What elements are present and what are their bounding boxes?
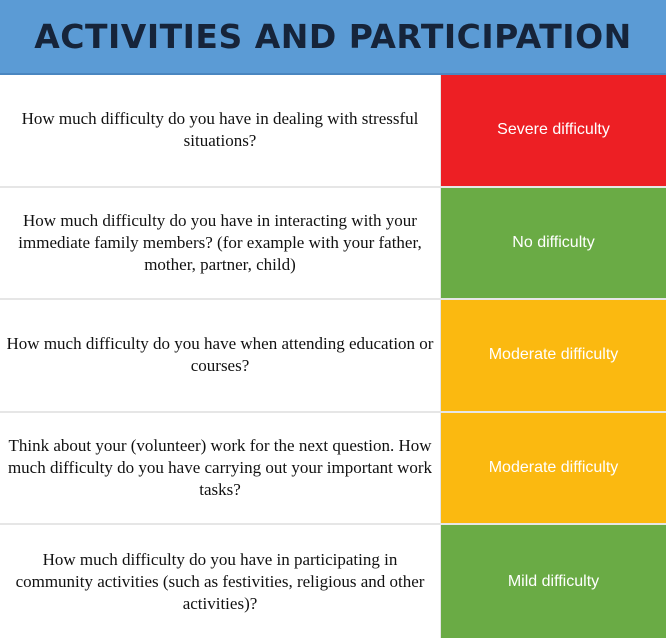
table-row	[0, 413, 666, 526]
question-table	[0, 75, 666, 638]
difficulty-badge: No difficulty	[441, 188, 666, 299]
difficulty-badge: Severe difficulty	[441, 75, 666, 186]
table-row	[0, 525, 666, 638]
question-text: Think about your (volunteer) work for the next question. How much difficulty do you have carrying out your important work tasks?	[0, 413, 441, 524]
question-text: How much difficulty do you have in participating in community activities (such as festivities, religious and other activities)?	[0, 525, 441, 638]
difficulty-badge: Moderate difficulty	[441, 300, 666, 411]
table-row	[0, 75, 666, 188]
header-banner	[0, 0, 666, 75]
difficulty-badge: Moderate difficulty	[441, 413, 666, 524]
question-text: How much difficulty do you have in dealing with stressful situations?	[0, 75, 441, 186]
table-row	[0, 300, 666, 413]
difficulty-badge: Mild difficulty	[441, 525, 666, 638]
question-text: How much difficulty do you have in interacting with your immediate family members? (for example with your father, mother, partner, child)	[0, 188, 441, 299]
table-row	[0, 188, 666, 301]
page-title: ACTIVITIES AND PARTICIPATION	[34, 17, 632, 56]
question-text: How much difficulty do you have when attending education or courses?	[0, 300, 441, 411]
